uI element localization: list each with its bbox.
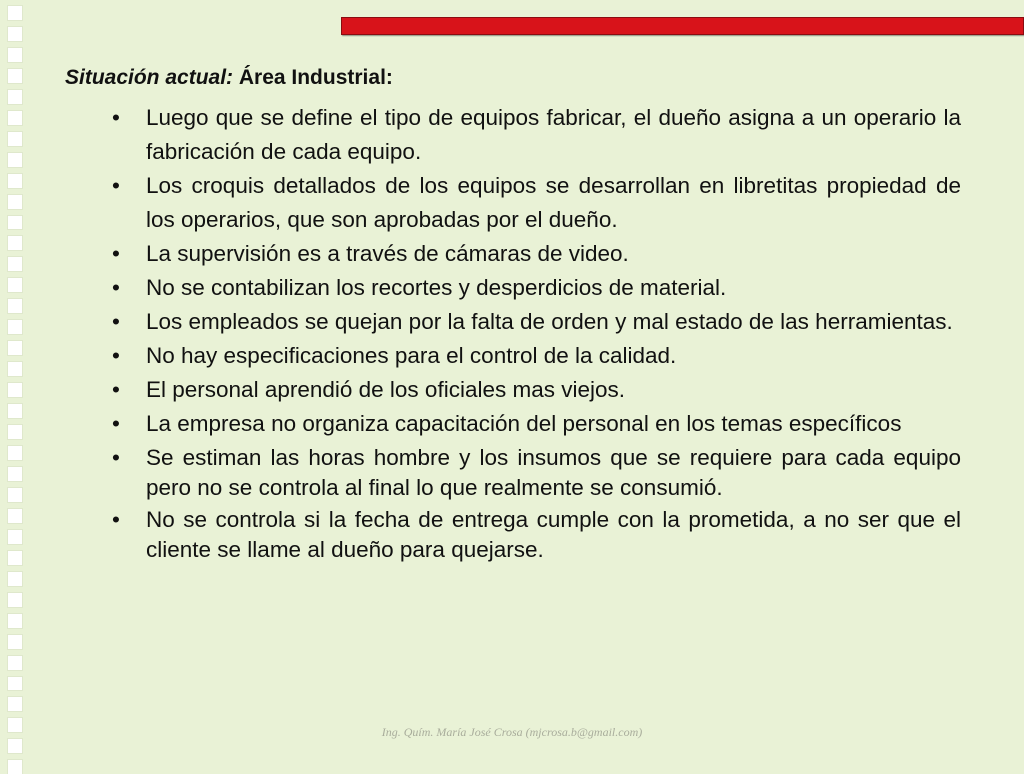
bullet-item: • El personal aprendió de los oficiales mas viejos. bbox=[110, 373, 961, 407]
heading-italic: Situación actual: bbox=[65, 66, 234, 89]
bullet-item: • La supervisión es a través de cámaras de video. bbox=[110, 237, 961, 271]
bullet-item: • No hay especificaciones para el control de la calidad. bbox=[110, 339, 961, 373]
bullet-item: • La empresa no organiza capacitación del personal en los temas específicos bbox=[110, 407, 961, 441]
bullet-item: • No se controla si la fecha de entrega cumple con la prometida, a no ser que el cliente se llame al dueño para quejarse. bbox=[110, 505, 961, 565]
bullet-item: • Los empleados se quejan por la falta de orden y mal estado de las herramientas. bbox=[110, 305, 961, 339]
slide-heading bbox=[65, 66, 393, 90]
bullet-item: • Los croquis detallados de los equipos se desarrollan en libretitas propiedad de los operarios, que son aprobadas por el dueño. bbox=[110, 169, 961, 237]
bullet-item: • No se contabilizan los recortes y desperdicios de material. bbox=[110, 271, 961, 305]
bullet-list bbox=[110, 101, 961, 565]
decorative-square-strip bbox=[0, 0, 30, 774]
bullet-item: • Se estiman las horas hombre y los insumos que se requiere para cada equipo pero no se controla al final lo que realmente se consumió. bbox=[110, 443, 961, 503]
footer-credit: Ing. Quím. María José Crosa (mjcrosa.b@gmail.com) bbox=[381, 725, 643, 739]
bullet-item: • Luego que se define el tipo de equipos fabricar, el dueño asigna a un operario la fabricación de cada equipo. bbox=[110, 101, 961, 169]
accent-bar bbox=[341, 17, 1024, 35]
heading-rest: Área Industrial: bbox=[233, 66, 393, 89]
